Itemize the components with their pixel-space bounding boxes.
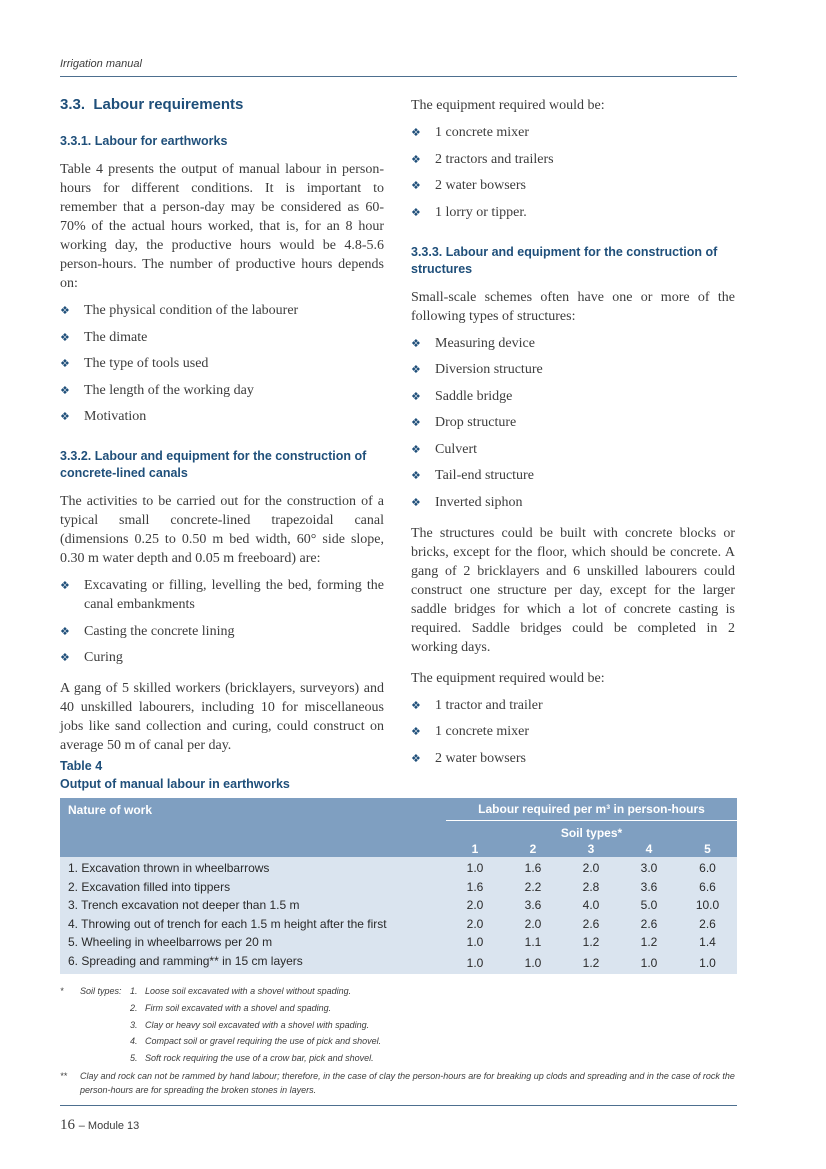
value-cell: 1.2 [562, 952, 620, 975]
value-cell: 3.6 [620, 878, 678, 897]
page-footer [60, 1117, 139, 1134]
note-marker: ** [60, 1070, 68, 1081]
list-332 [60, 576, 384, 667]
header-soil-2: 2 [504, 841, 562, 857]
diamond-bullet-icon: ❖ [60, 624, 70, 638]
soil-types-label: Soil types: [80, 986, 122, 996]
running-header: Irrigation manual [60, 58, 142, 70]
diamond-bullet-icon: ❖ [411, 152, 421, 166]
list-item: ❖ 1 concrete mixer [411, 125, 530, 140]
soil-item: 4. Compact soil or gravel requiring the use of pick and shovel. [130, 1036, 382, 1047]
value-cell: 2.6 [620, 915, 678, 934]
diamond-bullet-icon: ❖ [411, 751, 421, 765]
clay-rock-note-text: Clay and rock can not be rammed by hand labour; therefore, in the case of clay the person-hours are for breaking up clods and spreading and in the case of rock the person-hours are for spreading the broken stones in layers. [80, 1070, 735, 1095]
value-cell: 5.0 [620, 896, 678, 915]
list-item: ❖ 2 water bowsers [411, 750, 526, 766]
value-cell: 10.0 [678, 896, 737, 915]
value-cell: 2.8 [562, 878, 620, 897]
list-item: ❖ 1 lorry or tipper. [411, 204, 527, 220]
value-cell: 1.6 [446, 878, 504, 897]
list-item: ❖ Diversion structure [411, 362, 543, 377]
header-soil-5: 5 [678, 841, 737, 857]
value-cell: 1.0 [504, 952, 562, 975]
table-row [60, 896, 737, 915]
equipment-list [411, 123, 735, 222]
table-title: Output of manual labour in earthworks [60, 777, 290, 791]
soil-item: 2. Firm soil excavated with a shovel and spading. [130, 1002, 332, 1013]
list-item: ❖ Saddle bridge [411, 388, 513, 404]
paragraph-332: The activities to be carried out for the construction of a typical small concrete-lined trapezoidal canal (dimensions 0.25 to 0.50 m bed width, 60° side slope, 0.30 m water depth and 0.05 m freeboard) are: [60, 494, 384, 566]
list-item: ❖ Tail-end structure [411, 468, 534, 483]
value-cell: 1.6 [504, 857, 562, 878]
section-title: 3.3. Labour requirements [60, 96, 244, 113]
diamond-bullet-icon: ❖ [411, 389, 421, 403]
equipment-intro-2: The equipment required would be: [411, 670, 605, 686]
list-item: ❖ The type of tools used [60, 356, 209, 371]
list-item: ❖ Drop structure [411, 415, 517, 430]
value-cell: 1.1 [504, 933, 562, 952]
diamond-bullet-icon: ❖ [60, 410, 70, 423]
header-rule [60, 76, 737, 77]
table-row [60, 915, 737, 934]
right-column [411, 96, 735, 780]
list-item: ❖ Inverted siphon [411, 494, 523, 510]
list-item: ❖ 2 water bowsers [411, 178, 526, 193]
value-cell: 1.4 [678, 933, 737, 952]
list-item: ❖ Culvert [411, 441, 477, 457]
value-cell: 2.0 [446, 896, 504, 915]
value-cell: 1.0 [678, 952, 737, 975]
labour-table [60, 798, 737, 974]
equipment-intro: The equipment required would be: [411, 98, 605, 113]
diamond-bullet-icon: ❖ [411, 126, 421, 139]
clay-rock-note [60, 1069, 737, 1097]
value-cell: 1.2 [620, 933, 678, 952]
subsection-heading-333: 3.3.3. Labour and equipment for the construction of structures [411, 244, 718, 276]
table-row [60, 933, 737, 952]
diamond-bullet-icon: ❖ [411, 205, 421, 219]
value-cell: 3.0 [620, 857, 678, 878]
paragraph-331: Table 4 presents the output of manual labour in person-hours for different conditions. It is important to remember that a person-day may be considered as 60-70% of the actual hours worked, that is, for an 8 hour working day, the productive hours would be 4.8-5.6 person-hours. The number of productive hours depends on: [60, 162, 384, 291]
page-number: 16 [60, 1117, 75, 1133]
header-soil-1: 1 [446, 841, 504, 857]
list-item: ❖ Casting the concrete lining [60, 623, 235, 639]
value-cell: 1.0 [446, 857, 504, 878]
header-soil-types: Soil types* [446, 821, 737, 842]
work-cell: 2. Excavation filled into tippers [60, 878, 446, 897]
list-item: ❖ Motivation [60, 409, 147, 424]
diamond-bullet-icon: ❖ [60, 579, 70, 592]
list-item: ❖ The dimate [60, 329, 148, 345]
module-label: – Module 13 [78, 1120, 140, 1132]
diamond-bullet-icon: ❖ [411, 416, 421, 429]
value-cell: 1.0 [446, 933, 504, 952]
note-marker: * [60, 986, 64, 996]
header-labour-required: Labour required per m³ in person-hours [446, 798, 737, 821]
work-cell: 6. Spreading and ramming** in 15 cm layers [60, 952, 446, 975]
paragraph-332b: A gang of 5 skilled workers (bricklayers, surveyors) and 40 unskilled labourers, including 10 for miscellaneous jobs like sand collection and curing, could construct on average 50 m of canal per day. [60, 681, 384, 753]
work-cell: 3. Trench excavation not deeper than 1.5 m [60, 896, 446, 915]
list-331 [60, 301, 384, 426]
table-row [60, 952, 737, 975]
structures-list [411, 334, 735, 512]
list-item: ❖ 1 concrete mixer [411, 724, 530, 739]
table-label: Table 4 [60, 759, 103, 773]
value-cell: 1.0 [620, 952, 678, 975]
list-item: ❖ Curing [60, 650, 123, 665]
header-nature-of-work: Nature of work [60, 798, 446, 857]
soil-item: 3. Clay or heavy soil excavated with a shovel with spading. [130, 1019, 370, 1030]
work-cell: 5. Wheeling in wheelbarrows per 20 m [60, 933, 446, 952]
list-item: ❖ Excavating or filling, levelling the bed, forming the canal embankments [60, 578, 384, 612]
diamond-bullet-icon: ❖ [411, 495, 421, 509]
list-item: ❖ The physical condition of the labourer [60, 303, 299, 318]
value-cell: 2.0 [562, 857, 620, 878]
table-row [60, 878, 737, 897]
equipment-list-2 [411, 696, 735, 768]
table-row [60, 857, 737, 878]
diamond-bullet-icon: ❖ [411, 179, 421, 192]
value-cell: 2.0 [446, 915, 504, 934]
value-cell: 2.6 [562, 915, 620, 934]
work-cell: 1. Excavation thrown in wheelbarrows [60, 857, 446, 878]
value-cell: 2.0 [504, 915, 562, 934]
diamond-bullet-icon: ❖ [60, 357, 70, 370]
subsection-heading-332: 3.3.2. Labour and equipment for the construction of concrete-lined canals [60, 449, 367, 480]
value-cell: 2.6 [678, 915, 737, 934]
soil-item: 5. Soft rock requiring the use of a crow bar, pick and shovel. [130, 1053, 374, 1064]
paragraph-333b: The structures could be built with concrete blocks or bricks, except for the floor, which should be concrete. A gang of 2 bricklayers and 6 unskilled labourers could construct one structure per day, except for the larger saddle bridges for which a lot of concrete casting is required. Saddle bridges could be completed in 2 working days. [411, 525, 735, 655]
list-item: ❖ The length of the working day [60, 382, 254, 398]
value-cell: 6.6 [678, 878, 737, 897]
list-item: ❖ 2 tractors and trailers [411, 151, 554, 167]
diamond-bullet-icon: ❖ [411, 469, 421, 482]
diamond-bullet-icon: ❖ [60, 383, 70, 397]
list-item: ❖ 1 tractor and trailer [411, 697, 543, 713]
soil-types-note [60, 983, 737, 1000]
diamond-bullet-icon: ❖ [60, 651, 70, 664]
diamond-bullet-icon: ❖ [411, 336, 421, 350]
left-column [60, 96, 384, 763]
diamond-bullet-icon: ❖ [60, 330, 70, 344]
header-soil-4: 4 [620, 841, 678, 857]
diamond-bullet-icon: ❖ [411, 442, 421, 456]
subsection-heading-331: 3.3.1. Labour for earthworks [60, 134, 228, 148]
diamond-bullet-icon: ❖ [411, 698, 421, 712]
list-item: ❖ Measuring device [411, 335, 535, 351]
value-cell: 2.2 [504, 878, 562, 897]
diamond-bullet-icon: ❖ [60, 304, 70, 317]
table-caption [60, 757, 290, 793]
value-cell: 3.6 [504, 896, 562, 915]
header-soil-3: 3 [562, 841, 620, 857]
table-notes [60, 983, 737, 1097]
value-cell: 1.2 [562, 933, 620, 952]
value-cell: 6.0 [678, 857, 737, 878]
value-cell: 4.0 [562, 896, 620, 915]
footer-rule [60, 1105, 737, 1106]
soil-item: 1. Loose soil excavated with a shovel without spading. [130, 986, 352, 996]
work-cell: 4. Throwing out of trench for each 1.5 m height after the first [60, 915, 446, 934]
paragraph-333: Small-scale schemes often have one or more of the following types of structures: [411, 289, 735, 324]
diamond-bullet-icon: ❖ [411, 725, 421, 738]
value-cell: 1.0 [446, 952, 504, 975]
diamond-bullet-icon: ❖ [411, 363, 421, 376]
